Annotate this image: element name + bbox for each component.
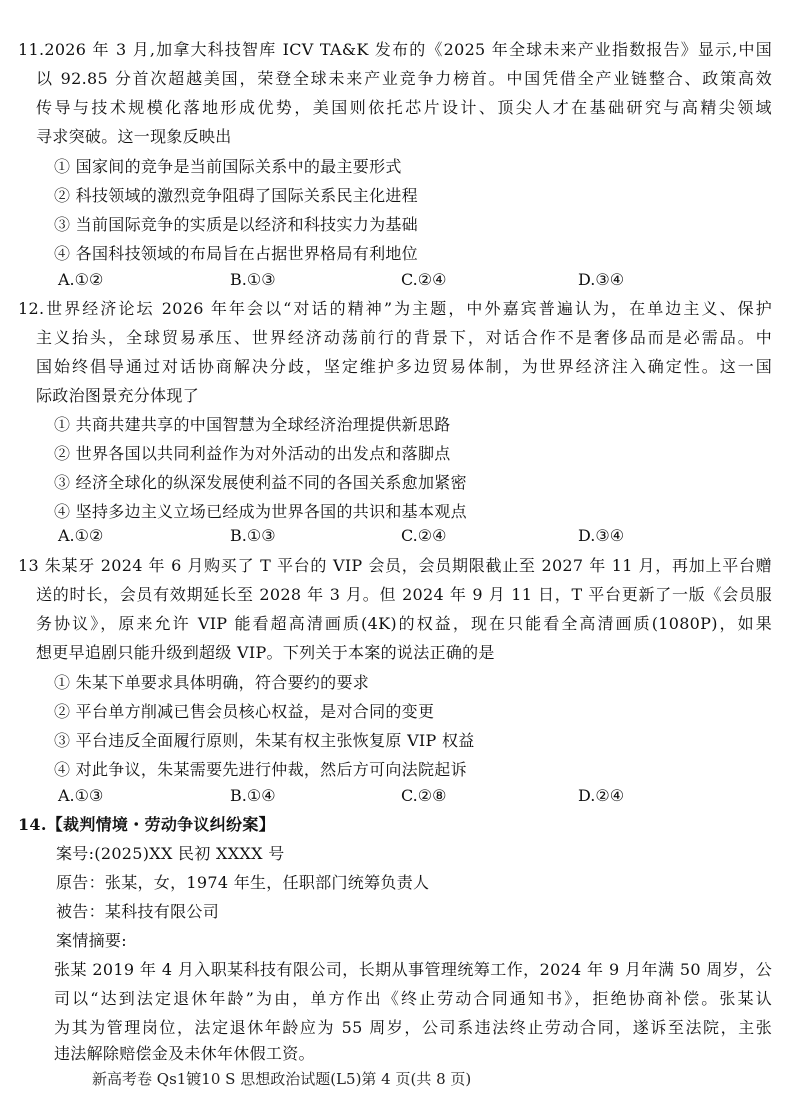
q12-choice-c: C.②④ bbox=[401, 526, 447, 545]
q13-choices bbox=[58, 784, 758, 808]
q12-choice-b: B.①③ bbox=[230, 526, 276, 545]
q13-line-4: 想更早追剧只能升级到超级 VIP。下列关于本案的说法正确的是 bbox=[36, 643, 495, 662]
q12-option-4: ④ 坚持多边主义立场已经成为世界各国的共识和基本观点 bbox=[54, 502, 467, 521]
q13-choice-d: D.②④ bbox=[578, 786, 625, 805]
q11-option-3: ③ 当前国际竞争的实质是以经济和科技实力为基础 bbox=[54, 215, 418, 234]
q13-option-3: ③ 平台违反全面履行原则，朱某有权主张恢复原 VIP 权益 bbox=[54, 731, 475, 750]
q11-choice-a: A.①② bbox=[58, 270, 104, 289]
q11-option-4: ④ 各国科技领域的布局旨在占据世界格局有利地位 bbox=[54, 244, 418, 263]
q12-choices bbox=[58, 524, 758, 548]
q13-choice-b: B.①④ bbox=[230, 786, 276, 805]
q12-line-3: 国始终倡导通过对话协商解决分歧，坚定维护多边贸易体制，为世界经济注入确定性。这一国 bbox=[36, 357, 772, 376]
q14-summary-line-4: 违法解除赔偿金及未休年休假工资。 bbox=[54, 1044, 315, 1063]
q14-summary-line-1: 张某 2019 年 4 月入职某科技有限公司，长期从事管理统筹工作，2024 年 9 月年满 50 周岁，公 bbox=[54, 960, 772, 979]
q14-summary-label: 案情摘要: bbox=[56, 931, 127, 950]
q11-line-1: 11.2026 年 3 月,加拿大科技智库 ICV TA&K 发布的《2025 年全球未来产业指数报告》显示,中国 bbox=[18, 40, 772, 59]
q13-choice-a: A.①③ bbox=[58, 786, 104, 805]
q12-option-1: ① 共商共建共享的中国智慧为全球经济治理提供新思路 bbox=[54, 415, 451, 434]
q11-line-4: 寻求突破。这一现象反映出 bbox=[36, 127, 232, 146]
q11-choice-b: B.①③ bbox=[230, 270, 276, 289]
q11-choices bbox=[58, 268, 758, 292]
q14-plaintiff: 原告：张某，女，1974 年生，任职部门统筹负责人 bbox=[56, 873, 430, 892]
q13-choice-c: C.②⑧ bbox=[401, 786, 447, 805]
q13-line-1: 13 朱某牙 2024 年 6 月购买了 T 平台的 VIP 会员，会员期限截止至 2027 年 11 月，再加上平台赠 bbox=[18, 556, 772, 575]
q12-line-1: 12.世界经济论坛 2026 年年会以“对话的精神”为主题，中外嘉宾普遍认为，在单边主义、保护 bbox=[18, 299, 772, 318]
q14-summary-line-3: 为其为管理岗位，法定退休年龄应为 55 周岁，公司系违法终止劳动合同，遂诉至法院，主张 bbox=[54, 1018, 772, 1037]
q13-option-2: ② 平台单方削减已售会员核心权益，是对合同的变更 bbox=[54, 702, 435, 721]
q13-option-1: ① 朱某下单要求具体明确，符合要约的要求 bbox=[54, 673, 370, 692]
q14-defendant: 被告：某科技有限公司 bbox=[56, 902, 220, 921]
q12-option-2: ② 世界各国以共同利益作为对外活动的出发点和落脚点 bbox=[54, 444, 451, 463]
q14-summary-line-2: 司以“达到法定退休年龄”为由，单方作出《终止劳动合同通知书》，拒绝协商补偿。张某认 bbox=[54, 989, 772, 1008]
q12-option-3: ③ 经济全球化的纵深发展使利益不同的各国关系愈加紧密 bbox=[54, 473, 467, 492]
q12-choice-d: D.③④ bbox=[578, 526, 625, 545]
q12-line-2: 主义抬头，全球贸易承压、世界经济动荡前行的背景下，对话合作不是奢侈品而是必需品。中 bbox=[36, 328, 772, 347]
q11-choice-c: C.②④ bbox=[401, 270, 447, 289]
q14-heading: 14.【裁判情境・劳动争议纠纷案】 bbox=[18, 815, 275, 834]
page-footer: 新高考卷 Qs1镀10 S 思想政治试题(L5)第 4 页(共 8 页) bbox=[92, 1070, 472, 1088]
q12-choice-a: A.①② bbox=[58, 526, 104, 545]
q11-choice-d: D.③④ bbox=[578, 270, 625, 289]
q11-line-2: 以 92.85 分首次超越美国，荣登全球未来产业竞争力榜首。中国凭借全产业链整合、政策高效 bbox=[36, 69, 772, 88]
q11-line-3: 传导与技术规模化落地形成优势，美国则依托芯片设计、顶尖人才在基础研究与高精尖领域 bbox=[36, 98, 772, 117]
q14-case-number: 案号:(2025)XX 民初 XXXX 号 bbox=[56, 844, 285, 863]
q12-line-4: 际政治图景充分体现了 bbox=[36, 386, 200, 405]
q11-option-2: ② 科技领域的激烈竞争阻碍了国际关系民主化进程 bbox=[54, 186, 418, 205]
q11-option-1: ① 国家间的竞争是当前国际关系中的最主要形式 bbox=[54, 157, 402, 176]
q13-option-4: ④ 对此争议，朱某需要先进行仲裁，然后方可向法院起诉 bbox=[54, 760, 467, 779]
q13-line-2: 送的时长，会员有效期延长至 2028 年 3 月。但 2024 年 9 月 11 日，T 平台更新了一版《会员服 bbox=[36, 585, 772, 604]
q13-line-3: 务协议》，原来允许 VIP 能看超高清画质(4K)的权益，现在只能看全高清画质(1080P)，如果 bbox=[36, 614, 772, 633]
